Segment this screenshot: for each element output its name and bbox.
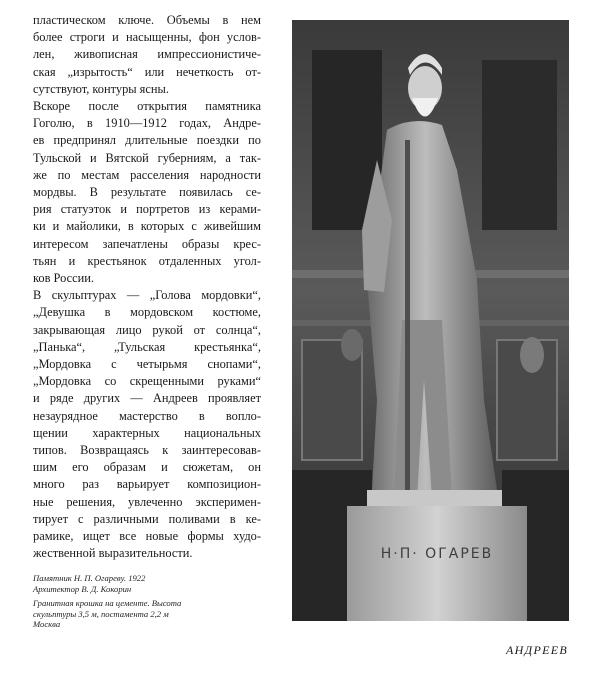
text-line: „Мордовка со скрещенными руками“ bbox=[33, 374, 261, 389]
text-line: ская „изрытость“ или нечеткость от- bbox=[33, 64, 261, 79]
text-line: и ряде других — Андреев проявляет bbox=[33, 391, 261, 406]
pedestal-inscription: Н·П· ОГАРЕВ bbox=[380, 546, 494, 562]
text-line: незаурядное мастерство в вопло- bbox=[33, 408, 261, 423]
paragraph-2 bbox=[33, 98, 261, 287]
caption-details bbox=[33, 598, 223, 630]
text-line: ев предпринял длительные поездки по bbox=[33, 133, 261, 148]
text-line: жественной выразительности. bbox=[33, 546, 193, 561]
text-line: Вскоре после открытия памятника bbox=[33, 99, 261, 114]
caption-line: Гранитная крошка на цементе. Высота bbox=[33, 598, 182, 609]
caption-line: Памятник Н. П. Огареву. 1922 bbox=[33, 573, 146, 583]
caption-title bbox=[33, 573, 223, 594]
text-line: ки и майолики, в которых с живейшим bbox=[33, 219, 261, 234]
caption-line: Москва bbox=[33, 619, 61, 630]
text-line: же по местам расселения народности bbox=[33, 167, 261, 182]
text-line: „Мордовка с четырьмя снопами“, bbox=[33, 357, 261, 372]
statue-cane bbox=[405, 140, 410, 500]
caption-line: скульптуры 3,5 м, постамента 2,2 м bbox=[33, 608, 169, 619]
text-line: ков России. bbox=[33, 271, 94, 286]
text-line: рия статуэток и портретов из керами- bbox=[33, 202, 261, 217]
text-line: щении характерных национальных bbox=[33, 425, 261, 440]
building-window bbox=[482, 60, 557, 230]
building-medallion bbox=[520, 337, 544, 373]
text-line: закрывающая лицо рукой от солнца“, bbox=[33, 322, 261, 337]
text-line: рамике, ищет все новые формы худо- bbox=[33, 529, 261, 544]
text-line: „Девушка в мордовском костюме, bbox=[33, 305, 261, 320]
text-line: пластическом ключе. Объемы в нем bbox=[33, 13, 261, 27]
text-line: ные решения, увлеченно эксперимен- bbox=[33, 494, 261, 509]
text-line: Гоголю, в 1910—1912 годах, Андре- bbox=[33, 116, 261, 131]
caption-line: Архитектор В. Д. Кокорин bbox=[33, 583, 132, 594]
monument-photograph bbox=[292, 20, 569, 621]
building-medallion bbox=[341, 329, 363, 361]
statue-plinth bbox=[367, 490, 502, 506]
text-line: шим его образам и сюжетам, он bbox=[33, 460, 261, 475]
illustration-caption bbox=[33, 573, 223, 634]
text-line: лен, живописная импрессионистиче- bbox=[33, 47, 261, 62]
text-line: Тульской и Вятской губерниям, а так- bbox=[33, 150, 261, 165]
paragraph-3 bbox=[33, 287, 261, 562]
pedestal bbox=[347, 506, 527, 621]
running-footer: АНДРЕЕВ bbox=[505, 643, 568, 657]
statue-illustration bbox=[292, 20, 569, 621]
text-line: В скульптурах — „Голова мордовки“, bbox=[33, 288, 261, 303]
text-line: сутствуют, контуры ясны. bbox=[33, 81, 169, 96]
text-line: интересом запечатлены образы крес- bbox=[33, 236, 261, 251]
text-line: мордвы. В результате появилась се- bbox=[33, 185, 261, 200]
text-line: более строги и насыщенны, фон услов- bbox=[33, 30, 261, 45]
text-line: „Панька“, „Тульская крестьянка“, bbox=[33, 339, 261, 354]
text-line: тирует с различными поливами в ке- bbox=[33, 511, 261, 526]
body-text-column bbox=[33, 12, 261, 563]
text-line: тьян и крестьянок отдаленных угол- bbox=[33, 253, 261, 268]
paragraph-1 bbox=[33, 12, 261, 98]
text-line: много раз варьирует композицион- bbox=[33, 477, 261, 492]
text-line: типов. Возвращаясь к заинтересовав- bbox=[33, 443, 261, 458]
